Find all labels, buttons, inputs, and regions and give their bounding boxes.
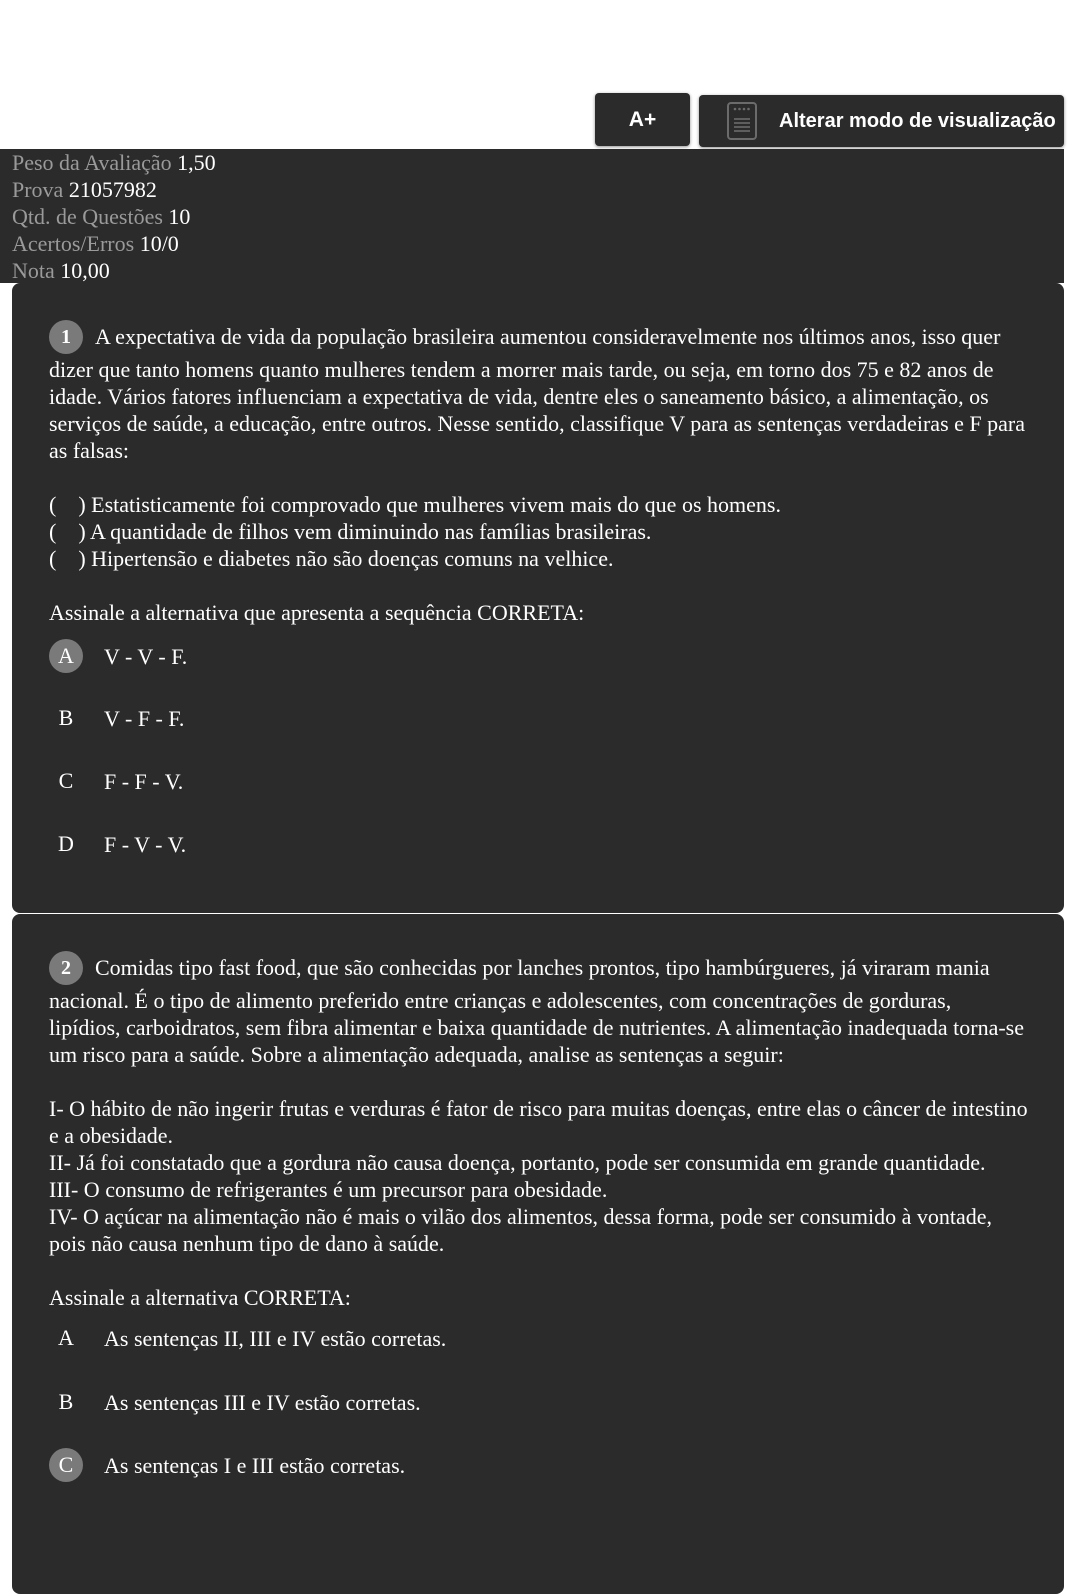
question-card-1 — [12, 283, 1064, 913]
sentence-item: ( ) Estatisticamente foi comprovado que mulheres vivem mais do que os homens. — [49, 492, 781, 517]
option-letter: D — [58, 831, 74, 856]
summary-exam: Prova 21057982 — [12, 177, 157, 202]
toolbar — [0, 93, 1078, 149]
option-letter: A — [58, 1325, 74, 1350]
answer-option-a[interactable] — [49, 1320, 446, 1356]
answer-option-d[interactable] — [49, 826, 186, 862]
summary-grade: Nota 10,00 — [12, 258, 110, 283]
question-stem: 1 A expectativa de vida da população brasileira aumentou consideravelmente nos últimos anos, isso quer dizer que tanto homens quanto mulheres tendem a morrer mais tarde, ou seja, em torno dos 75 e 82 anos de idade. Vários fatores influenciam a expectativa de vida, dentre eles o saneamento básico, a alimentação, os serviços de saúde, a educação, entre outros. Nesse sentido, classifique V para as sentenças verdadeiras e F para as falsas: — [49, 322, 1028, 464]
answer-option-c[interactable] — [49, 1447, 405, 1483]
option-letter: B — [58, 705, 74, 730]
question-card-2 — [12, 914, 1064, 1594]
option-text: F - F - V. — [104, 768, 184, 794]
answer-option-b[interactable] — [49, 1384, 421, 1420]
sentence-item: ( ) Hipertensão e diabetes não são doenças comuns na velhice. — [49, 546, 614, 571]
option-letter-selected: C — [49, 1448, 83, 1482]
option-letter: B — [58, 1389, 74, 1414]
question-number-badge: 2 — [49, 951, 83, 985]
sentence-item: IV- O açúcar na alimentação não é mais o vilão dos alimentos, dessa forma, pode ser consumido à vontade, pois não causa nenhum tipo de dano à saúde. — [49, 1204, 993, 1256]
option-text: As sentenças III e IV estão corretas. — [104, 1389, 421, 1415]
option-text: As sentenças I e III estão corretas. — [104, 1452, 406, 1478]
option-letter: C — [58, 768, 74, 793]
question-stem: 2 Comidas tipo fast food, que são conhecidas por lanches prontos, tipo hambúrgueres, já viraram mania nacional. É o tipo de alimento preferido entre crianças e adolescentes, com concentrações de gorduras, lipídios, carboidratos, sem fibra alimentar e baixa quantidade de nutrientes. A alimentação inadequada torna-se um risco para a saúde. Sobre a alimentação adequada, analise as sentenças a seguir: — [49, 953, 1028, 1068]
sentence-item: I- O hábito de não ingerir frutas e verduras é fator de risco para muitas doenças, entre elas o câncer de intestino e a obesidade. — [49, 1096, 1028, 1148]
option-text: V - V - F. — [104, 643, 188, 669]
option-letter-selected: A — [49, 639, 83, 673]
exam-summary — [0, 149, 1064, 283]
answer-option-a[interactable] — [49, 638, 187, 674]
change-view-mode-label: Alterar modo de visualização — [779, 109, 1056, 132]
option-text: V - F - F. — [104, 705, 185, 731]
sentence-item: ( ) A quantidade de filhos vem diminuindo nas famílias brasileiras. — [49, 519, 652, 544]
question-number-badge: 1 — [49, 320, 83, 354]
summary-hits-errors: Acertos/Erros 10/0 — [12, 231, 179, 256]
answer-option-b[interactable] — [49, 700, 184, 736]
summary-question-count: Qtd. de Questões 10 — [12, 204, 191, 229]
sentence-item: II- Já foi constatado que a gordura não causa doença, portanto, pode ser consumida em grande quantidade. — [49, 1150, 986, 1175]
sentence-item: III- O consumo de refrigerantes é um precursor para obesidade. — [49, 1177, 608, 1202]
option-text: As sentenças II, III e IV estão corretas. — [104, 1325, 447, 1351]
summary-weight: Peso da Avaliação 1,50 — [12, 150, 216, 175]
question-prompt: Assinale a alternativa CORRETA: — [49, 1285, 351, 1310]
option-text: F - V - V. — [104, 831, 187, 857]
increase-font-button[interactable]: A+ — [595, 93, 690, 146]
answer-option-c[interactable] — [49, 763, 183, 799]
change-view-mode-button[interactable] — [699, 95, 1064, 147]
document-view-icon — [727, 102, 757, 140]
question-prompt: Assinale a alternativa que apresenta a sequência CORRETA: — [49, 600, 585, 625]
